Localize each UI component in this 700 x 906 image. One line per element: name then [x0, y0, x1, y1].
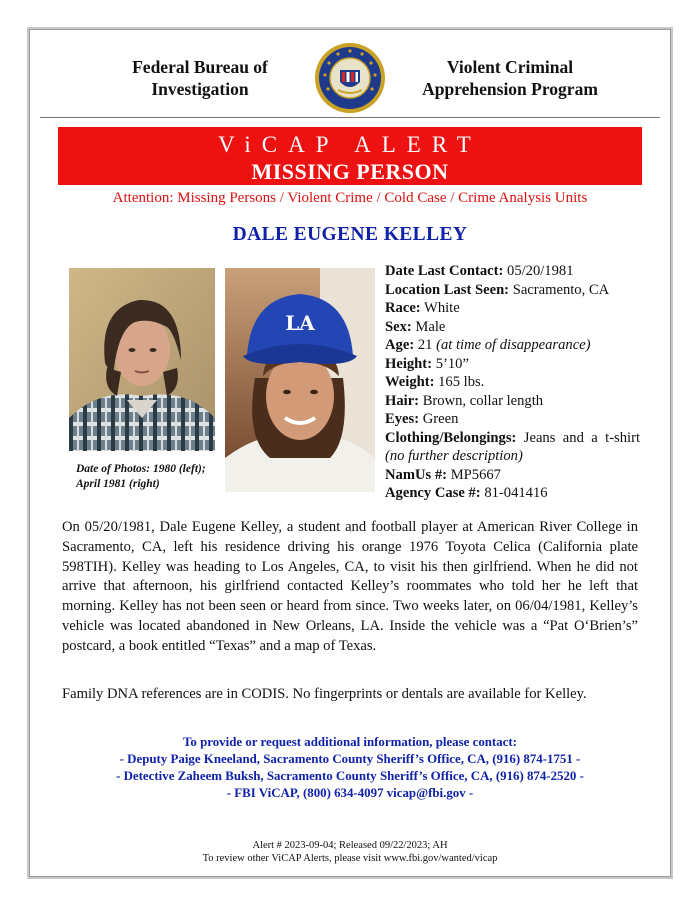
detail-sex: Sex: Male: [385, 318, 446, 335]
program-name-line2: Apprehension Program: [422, 79, 598, 99]
attention-line: Attention: Missing Persons / Violent Crime / Cold Case / Crime Analysis Units: [112, 190, 588, 206]
case-narrative: On 05/20/1981, Dale Eugene Kelley, a student and football player at American River College in Sacramento, CA, left his residence driving his orange 1976 Toyota Celica (California plate 598TIH). Kelley was heading to Los Angeles, CA, to visit his then girlfriend. When he did not arrive that afternoon, his girlfriend contacted Kelley’s roommates who told her he left that morning. Kelley has not been seen or heard from since. Two weeks later, on 06/04/1981, Kelley’s vehicle was located abandoned in New Orleans, LA. Inside the vehicle was a “Pat O‘Brien’s” postcard, a book entitled “Texas” and a map of Texas.: [62, 519, 638, 654]
detail-namus: NamUs #: MP5667: [385, 466, 501, 483]
agency-name: [100, 56, 300, 100]
detail-weight: Weight: 165 lbs.: [385, 374, 485, 390]
detail-eyes: Eyes: Green: [385, 411, 459, 427]
program-name-line1: Violent Criminal: [446, 57, 574, 77]
dna-note: Family DNA references are in CODIS. No fingerprints or dentals are available for Kelley.: [62, 686, 587, 702]
detail-height: Height: 5’10”: [385, 355, 469, 372]
cap-logo-text: LA: [285, 311, 315, 335]
detail-agency-case: Agency Case #: 81-041416: [385, 485, 548, 501]
banner-subtitle: MISSING PERSON: [251, 159, 449, 184]
detail-clothing: Clothing/Belongings: Jeans and a t-shirt (no further description): [385, 429, 640, 464]
contact-line-kneeland: - Deputy Paige Kneeland, Sacramento County Sheriff’s Office, CA, (916) 874-1751 -: [119, 752, 581, 766]
alert-banner: [58, 127, 642, 185]
contact-intro: To provide or request additional information, please contact:: [183, 735, 517, 749]
subject-photo-1981: [225, 268, 375, 492]
detail-age: Age: 21 (at time of disappearance): [385, 337, 591, 353]
photo-caption-line1: Date of Photos: 1980 (left);: [76, 463, 206, 475]
detail-hair: Hair: Brown, collar length: [385, 392, 544, 409]
detail-location-last-seen: Location Last Seen: Sacramento, CA: [385, 281, 610, 298]
banner-title: ViCAP ALERT: [218, 132, 482, 157]
footer-alert-id: Alert # 2023-09-04; Released 09/22/2023; AH: [252, 840, 448, 851]
agency-name-line2: Investigation: [151, 79, 249, 99]
alert-footer: [40, 839, 660, 865]
subject-photo-1980: [69, 268, 215, 451]
photo-caption: [76, 462, 226, 492]
detail-date-last-contact: Date Last Contact: 05/20/1981: [385, 263, 574, 279]
subject-name: DALE EUGENE KELLEY: [232, 224, 468, 245]
agency-name-line1: Federal Bureau of: [132, 57, 268, 77]
subject-details: [385, 262, 640, 503]
footer-website: To review other ViCAP Alerts, please visit www.fbi.gov/wanted/vicap: [202, 853, 498, 864]
contact-line-vicap: - FBI ViCAP, (800) 634-4097 vicap@fbi.gov -: [226, 786, 474, 800]
fbi-seal-logo: [314, 42, 386, 114]
detail-race: Race: White: [385, 300, 460, 316]
program-name: [410, 56, 610, 100]
contact-line-buksh: - Detective Zaheem Buksh, Sacramento County Sheriff’s Office, CA, (916) 874-2520 -: [116, 769, 584, 783]
photo-caption-line2: April 1981 (right): [76, 478, 160, 490]
header-divider: [40, 117, 660, 118]
contact-block: [40, 734, 660, 802]
